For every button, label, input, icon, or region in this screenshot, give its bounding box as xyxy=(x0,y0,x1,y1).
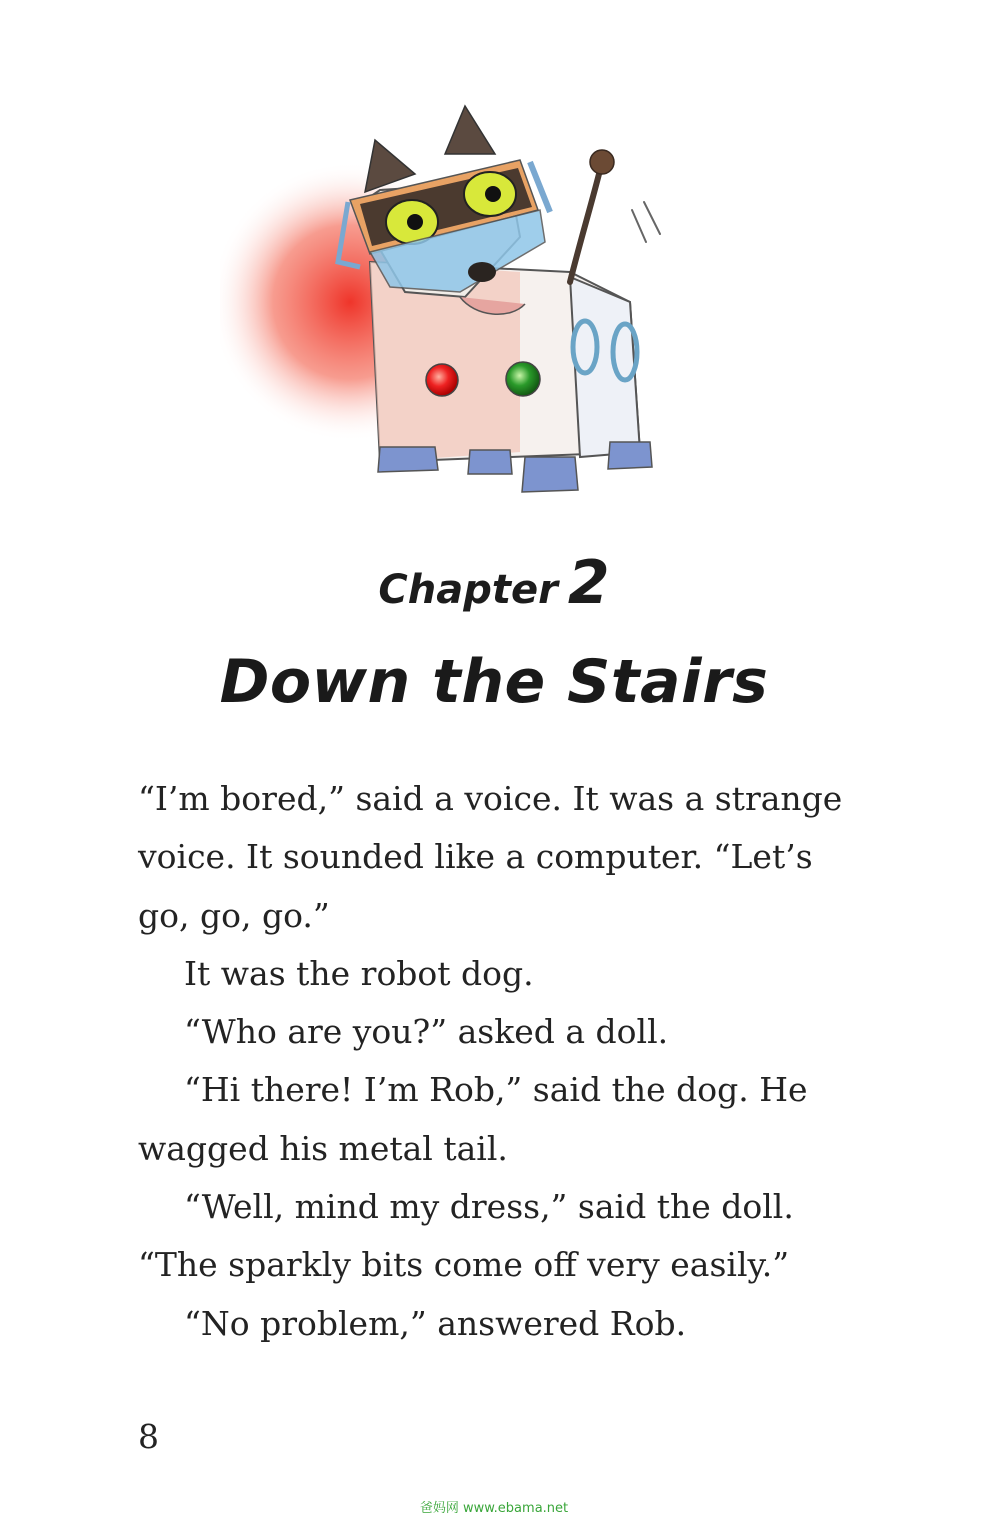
story-line: “The sparkly bits come off very easily.” xyxy=(138,1245,790,1285)
robot-dog-illustration xyxy=(220,92,680,512)
chapter-word: Chapter xyxy=(378,567,558,613)
story-line: “I’m bored,” said a voice. It was a strange xyxy=(138,779,843,818)
story-text xyxy=(138,770,858,1353)
watermark: 爸妈网 www.ebama.net xyxy=(419,1501,569,1516)
chapter-title: Down the Stairs xyxy=(219,647,769,717)
story-line: “No problem,” answered Rob. xyxy=(184,1303,687,1343)
story-line: wagged his metal tail. xyxy=(138,1128,508,1168)
story-line: voice. It sounded like a computer. “Let’s xyxy=(138,837,813,877)
story-line: It was the robot dog. xyxy=(184,953,534,993)
story-line: go, go, go.” xyxy=(138,895,330,935)
page-number: 8 xyxy=(138,1417,159,1456)
chapter-label xyxy=(0,548,988,618)
story-line: “Well, mind my dress,” said the doll. xyxy=(184,1187,794,1227)
story-line: “Hi there! I’m Rob,” said the dog. He xyxy=(184,1070,808,1110)
story-line: “Who are you?” asked a doll. xyxy=(184,1012,669,1052)
chapter-number: 2 xyxy=(567,548,610,618)
